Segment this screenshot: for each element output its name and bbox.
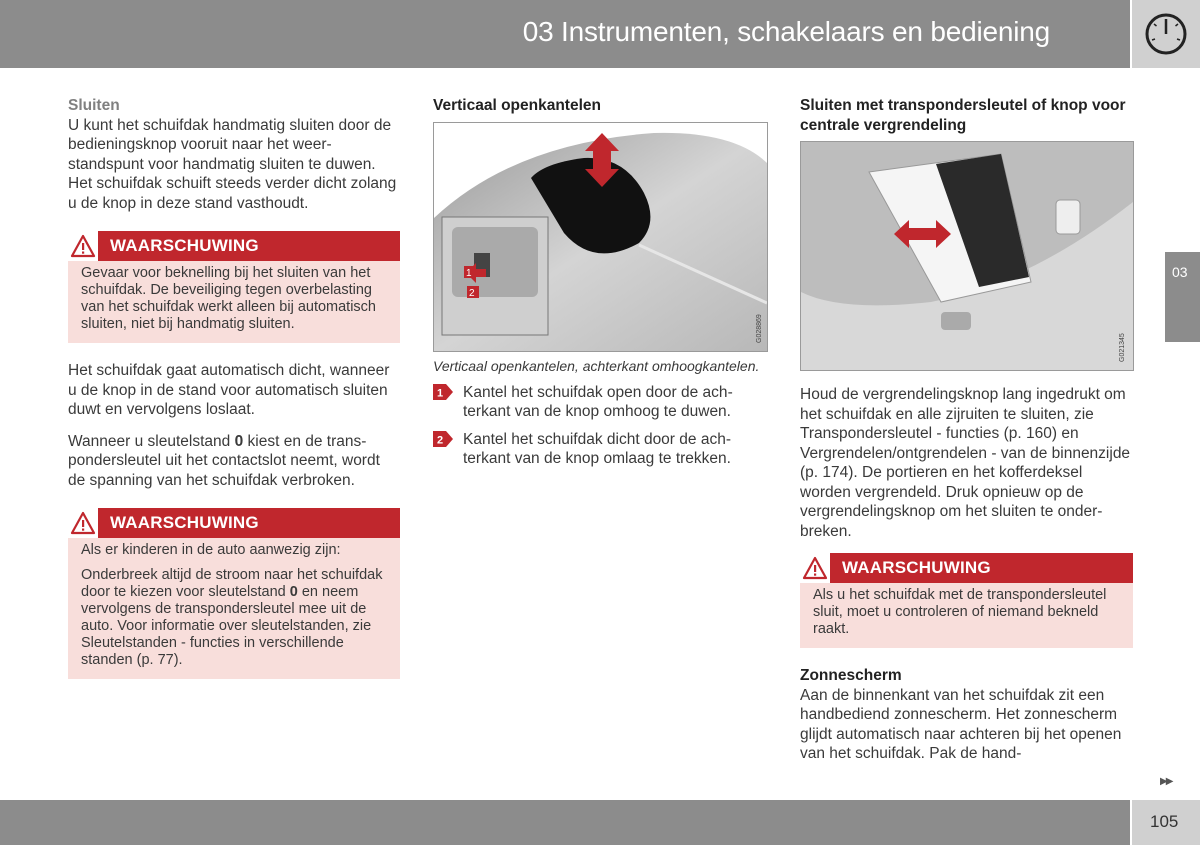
chapter-header xyxy=(0,0,1130,68)
key-position-text: Wanneer u sleutelstand 0 kiest en de transpondersleutel uit het contactslot neemt, wordt de spanning van het schuifdak verbroken. xyxy=(68,432,380,489)
column-right xyxy=(800,96,1133,776)
column-middle xyxy=(433,96,768,477)
interior-roof-image xyxy=(801,142,1133,370)
column-left xyxy=(68,96,400,691)
warning-header xyxy=(68,231,400,261)
svg-text:2: 2 xyxy=(469,287,475,299)
transponder-text: Houd de vergrendelingsknop lang ingedrukt om het schuifdak en alle zijruiten te sluiten, zie Transpondersleutel - functies (p. 160) en Vergrendelen/ontgrendelen - van de binnenzijde (p. 174). De portieren en het kofferdeksel worden vergrendeld. Druk opnieuw op de vergrendelingsknop om het sluiten te onderbreken. xyxy=(800,386,1131,540)
figure-code: G021345 xyxy=(1119,333,1126,362)
page-footer xyxy=(0,800,1130,845)
warning-header xyxy=(68,508,400,538)
double-arrow-right-icon: ▶▶ xyxy=(1160,776,1172,787)
step-2-badge-icon xyxy=(433,431,453,447)
sunshade-heading: Zonnescherm xyxy=(800,667,902,684)
warning-text: Gevaar voor beknelling bij het sluiten van het schuifdak. De beveiliging tegen overbelasting van het schuifdak werkt alleen bij automatisch sluiten, niet bij handmatig sluiten. xyxy=(81,265,376,332)
interior-roof-illustration xyxy=(800,141,1134,371)
auto-close-text: Het schuifdak gaat automatisch dicht, wanneer u de knop in de stand voor automatisch sluiten duwt en vervolgens loslaat. xyxy=(68,362,390,418)
closing-heading: Sluiten xyxy=(68,97,120,114)
warning-header xyxy=(800,553,1133,583)
warning-triangle-icon xyxy=(800,553,830,583)
warning-title: WAARSCHUWING xyxy=(110,513,259,532)
car-roof-image xyxy=(434,123,767,351)
warning-box-pinch xyxy=(68,231,400,343)
svg-text:1: 1 xyxy=(466,267,472,279)
gauge-icon xyxy=(1132,0,1200,68)
step-item xyxy=(433,430,768,469)
chapter-title: 03 Instrumenten, schakelaars en bediening xyxy=(522,16,1050,47)
figure-code: G028869 xyxy=(756,313,763,343)
figure-caption: Verticaal openkantelen, achterkant omhoogkantelen. xyxy=(433,357,760,374)
tilt-illustration xyxy=(433,122,768,352)
tilt-heading: Verticaal openkantelen xyxy=(433,97,601,114)
chapter-icon-box xyxy=(1132,0,1200,68)
warning-triangle-icon xyxy=(68,231,98,261)
warning-text: Onderbreek altijd de stroom naar het schuifdak door te kiezen voor sleutelstand 0 en neem vervolgens de transpondersleutel mee uit de auto. Voor informatie over sleutelstanden, zie Sleutelstanden - functies in verschillende standen (p. 77). xyxy=(81,567,383,668)
sunshade-text: Aan de binnenkant van het schuifdak zit een handbediend zonnescherm. Het zonnescherm glijdt automatisch naar achteren bij het openen van het schuifdak. Pak de hand- xyxy=(800,686,1122,762)
svg-text:2: 2 xyxy=(437,434,444,446)
warning-box-transponder xyxy=(800,553,1133,648)
step-item xyxy=(433,383,768,422)
warning-intro: Als er kinderen in de auto aanwezig zijn: xyxy=(81,542,341,558)
step-1-badge-icon xyxy=(433,384,453,400)
warning-triangle-icon xyxy=(68,508,98,538)
step-text: Kantel het schuifdak dicht door de achterkant van de knop omlaag te trekken. xyxy=(463,430,731,467)
warning-title: WAARSCHUWING xyxy=(842,558,991,577)
svg-text:1: 1 xyxy=(437,387,444,399)
chapter-tab xyxy=(1165,252,1200,342)
warning-text: Als u het schuifdak met de transpondersleutel sluit, moet u controleren of niemand bekneld raakt. xyxy=(813,587,1107,637)
chapter-tab-label: 03 xyxy=(1172,264,1188,280)
page-number: 105 xyxy=(1150,812,1179,831)
closing-text: U kunt het schuifdak handmatig sluiten door de bedieningsknop vooruit naar het weerstandspunt voor handmatig sluiten te duwen. Het schuifdak schuift steeds verder dicht zolang u de knop in deze stand vasthoudt. xyxy=(68,116,397,212)
warning-box-children xyxy=(68,508,400,679)
close-key-heading: Sluiten met transpondersleutel of knop voor centrale vergrendeling xyxy=(800,97,1126,134)
warning-title: WAARSCHUWING xyxy=(110,236,259,255)
step-text: Kantel het schuifdak open door de achterkant van de knop omhoog te duwen. xyxy=(463,383,733,420)
